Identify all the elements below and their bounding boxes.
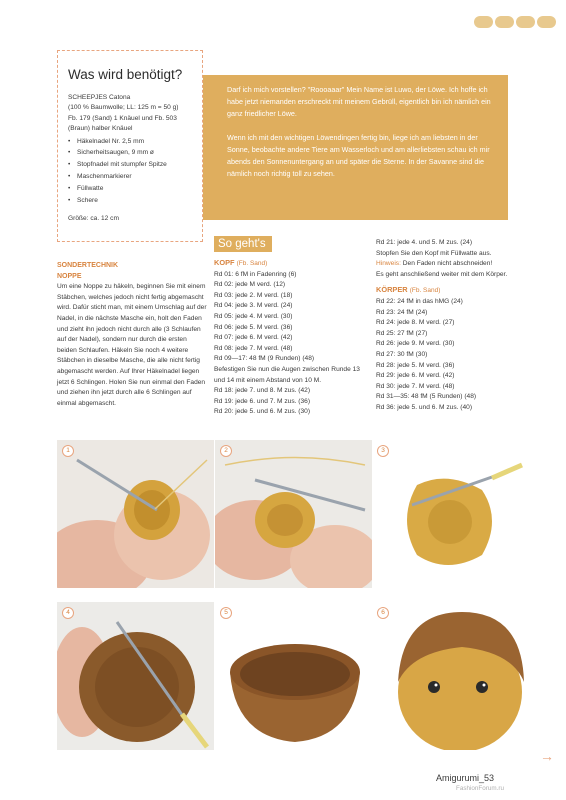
technique-title: SONDERTECHNIK [57, 262, 119, 269]
round-row: Rd 26: jede 9. M verd. (30) [376, 340, 455, 348]
yarn-line: Fb. 179 (Sand) 1 Knäuel und Fb. 503 [68, 114, 177, 122]
materials-title: Was wird benötigt? [68, 67, 183, 82]
crochet-photo-image [215, 440, 372, 588]
hint-text: Den Faden nicht abschneiden! [402, 260, 493, 268]
round-row: Rd 05: jede 4. M verd. (30) [214, 312, 293, 320]
materials-list [68, 136, 193, 207]
step-photo-3 [372, 440, 529, 588]
koerper-heading [376, 285, 516, 297]
round-row: Rd 22: 24 fM in das hMG (24) [376, 297, 463, 305]
page-dot [474, 16, 493, 28]
yarn-line: (Braun) halber Knäuel [68, 125, 133, 133]
round-row: Rd 07: jede 6. M verd. (42) [214, 334, 293, 342]
technique-column [57, 261, 207, 409]
round-row: Rd 24: jede 8. M verd. (27) [376, 319, 455, 327]
list-item: • Füllwatte [68, 183, 193, 195]
size-info: Größe: ca. 12 cm [68, 215, 119, 223]
list-item: • Häkelnadel Nr. 2,5 mm [68, 136, 193, 148]
magazine-name: Amigurumi [436, 773, 480, 783]
round-note: Es geht anschließend weiter mit dem Körper. [376, 270, 508, 278]
step-number: 4 [62, 607, 74, 619]
step-number: 3 [377, 445, 389, 457]
round-note: Befestigen Sie nun die Augen zwischen Runde 13 und 14 mit einem Abstand von 10 M. [214, 365, 360, 384]
watermark: FashionForum.ru [456, 785, 504, 792]
round-row: Rd 19: jede 6. und 7. M zus. (36) [214, 397, 311, 405]
step-photo-1 [57, 440, 214, 588]
round-row: Rd 25: 27 fM (27) [376, 329, 428, 337]
round-row: Rd 04: jede 3. M verd. (24) [214, 302, 293, 310]
round-row: Rd 06: jede 5. M verd. (36) [214, 323, 293, 331]
crochet-photo-image [372, 602, 529, 750]
round-note: Stopfen Sie den Kopf mit Füllwatte aus. [376, 249, 492, 257]
round-row: Rd 28: jede 5. M verd. (36) [376, 361, 455, 369]
koerper-label: KÖRPER [376, 285, 408, 295]
section-banner: So geht's [214, 236, 272, 252]
list-item: • Schere [68, 195, 193, 207]
page-dot [537, 16, 556, 28]
technique-text: Um eine Noppe zu häkeln, beginnen Sie mit einem Stäbchen, welches jedoch nicht fertig abgemascht wird. Dafür sticht man, mit einem Umschlag auf der Nadel, in die nächste Masche ein, holt den Faden und zieht ihn jedoch nicht durch alle (3 Schlaufen auf der Nadel), sondern nur durch die ersten beiden Schlaufen. Häkeln Sie noch 4 weitere Stäbchen in dieselbe Masche, die alle nicht fertig abgemascht werden. Auf Ihrer Häkelnadel liegen jetzt 6 Schlingen. Holen Sie nun einmal den Faden und ziehen ihn jetzt durch alle 6 Schlingen auf einmal abgemascht. [57, 283, 207, 407]
round-row: Rd 08: jede 7. M verd. (48) [214, 344, 293, 352]
page-number: 53 [484, 773, 495, 783]
step-photo-6 [372, 602, 529, 750]
koerper-color: (Fb. Sand) [409, 287, 441, 295]
step-number: 1 [62, 445, 74, 457]
round-row: Rd 03: jede 2. M verd. (18) [214, 291, 293, 299]
step-photo-4 [57, 602, 214, 750]
step-number: 2 [220, 445, 232, 457]
round-row: Rd 09—17: 48 fM (9 Runden) (48) [214, 355, 315, 363]
intro-paragraph: Darf ich mich vorstellen? "Roooaaar" Mein Name ist Luwo, der Löwe. Ich hoffe ich habe jetzt niemanden erschreckt mit meinem Gebrüll, eigentlich bin ich nämlich ein ganz friedlicher Löwe. [227, 85, 491, 118]
materials-box [57, 50, 203, 242]
intro-paragraph: Wenn ich mit den wichtigen Löwendingen fertig bin, liege ich am liebsten in der Sonne, beobachte andere Tiere am Wasserloch und am allerliebsten schau ich mir abends den Sonnenuntergang an und später die Sterne. In der Savanne sind die nämlich noch richtig toll zu sehen. [227, 133, 490, 178]
hint [376, 259, 516, 270]
round-row: Rd 23: 24 fM (24) [376, 308, 428, 316]
round-row: Rd 30: jede 7. M verd. (48) [376, 382, 455, 390]
step-number: 6 [377, 607, 389, 619]
crochet-photo-image [57, 602, 214, 750]
round-row: Rd 21: jede 4. und 5. M zus. (24) [376, 239, 473, 246]
list-item: • Maschenmarkierer [68, 171, 193, 183]
page-dot [495, 16, 514, 28]
round-row: Rd 18: jede 7. und 8. M zus. (42) [214, 387, 311, 395]
instructions-column [214, 236, 369, 418]
instructions-column-right [376, 238, 516, 414]
step-number: 5 [220, 607, 232, 619]
yarn-description [68, 93, 193, 135]
round-row: Rd 20: jede 5. und 6. M zus. (30) [214, 408, 311, 416]
crochet-photo-image [215, 602, 372, 750]
hint-label: Hinweis: [376, 260, 401, 268]
list-item: • Sicherheitsaugen, 9 mm ø [68, 147, 193, 159]
crochet-photo-image [57, 440, 214, 588]
kopf-color: (Fb. Sand) [236, 260, 268, 267]
intro-box [203, 75, 508, 220]
crochet-photo-image [372, 440, 529, 588]
round-row: Rd 01: 6 fM in Fadenring (6) [214, 270, 297, 278]
yarn-line: (100 % Baumwolle; LL: 125 m = 50 g) [68, 104, 179, 112]
technique-subtitle: NOPPE [57, 272, 82, 280]
round-row: Rd 29: jede 6. M verd. (42) [376, 372, 455, 380]
round-row: Rd 02: jede M verd. (12) [214, 281, 286, 289]
round-row: Rd 27: 30 fM (30) [376, 350, 428, 358]
arrow-right-icon: → [540, 748, 554, 764]
kopf-label: KOPF [214, 258, 235, 267]
page-footer: Amigurumi_53 [436, 773, 495, 783]
page-indicator-dots [474, 16, 556, 28]
round-row: Rd 31—35: 48 fM (5 Runden) (48) [376, 393, 477, 401]
kopf-heading [214, 258, 369, 270]
step-photo-5 [215, 602, 372, 750]
list-item: • Stopfnadel mit stumpfer Spitze [68, 159, 193, 171]
step-photo-2 [215, 440, 372, 588]
round-row: Rd 36: jede 5. und 6. M zus. (40) [376, 403, 473, 411]
page-dot [516, 16, 535, 28]
yarn-line: SCHEEPJES Catona [68, 94, 131, 101]
